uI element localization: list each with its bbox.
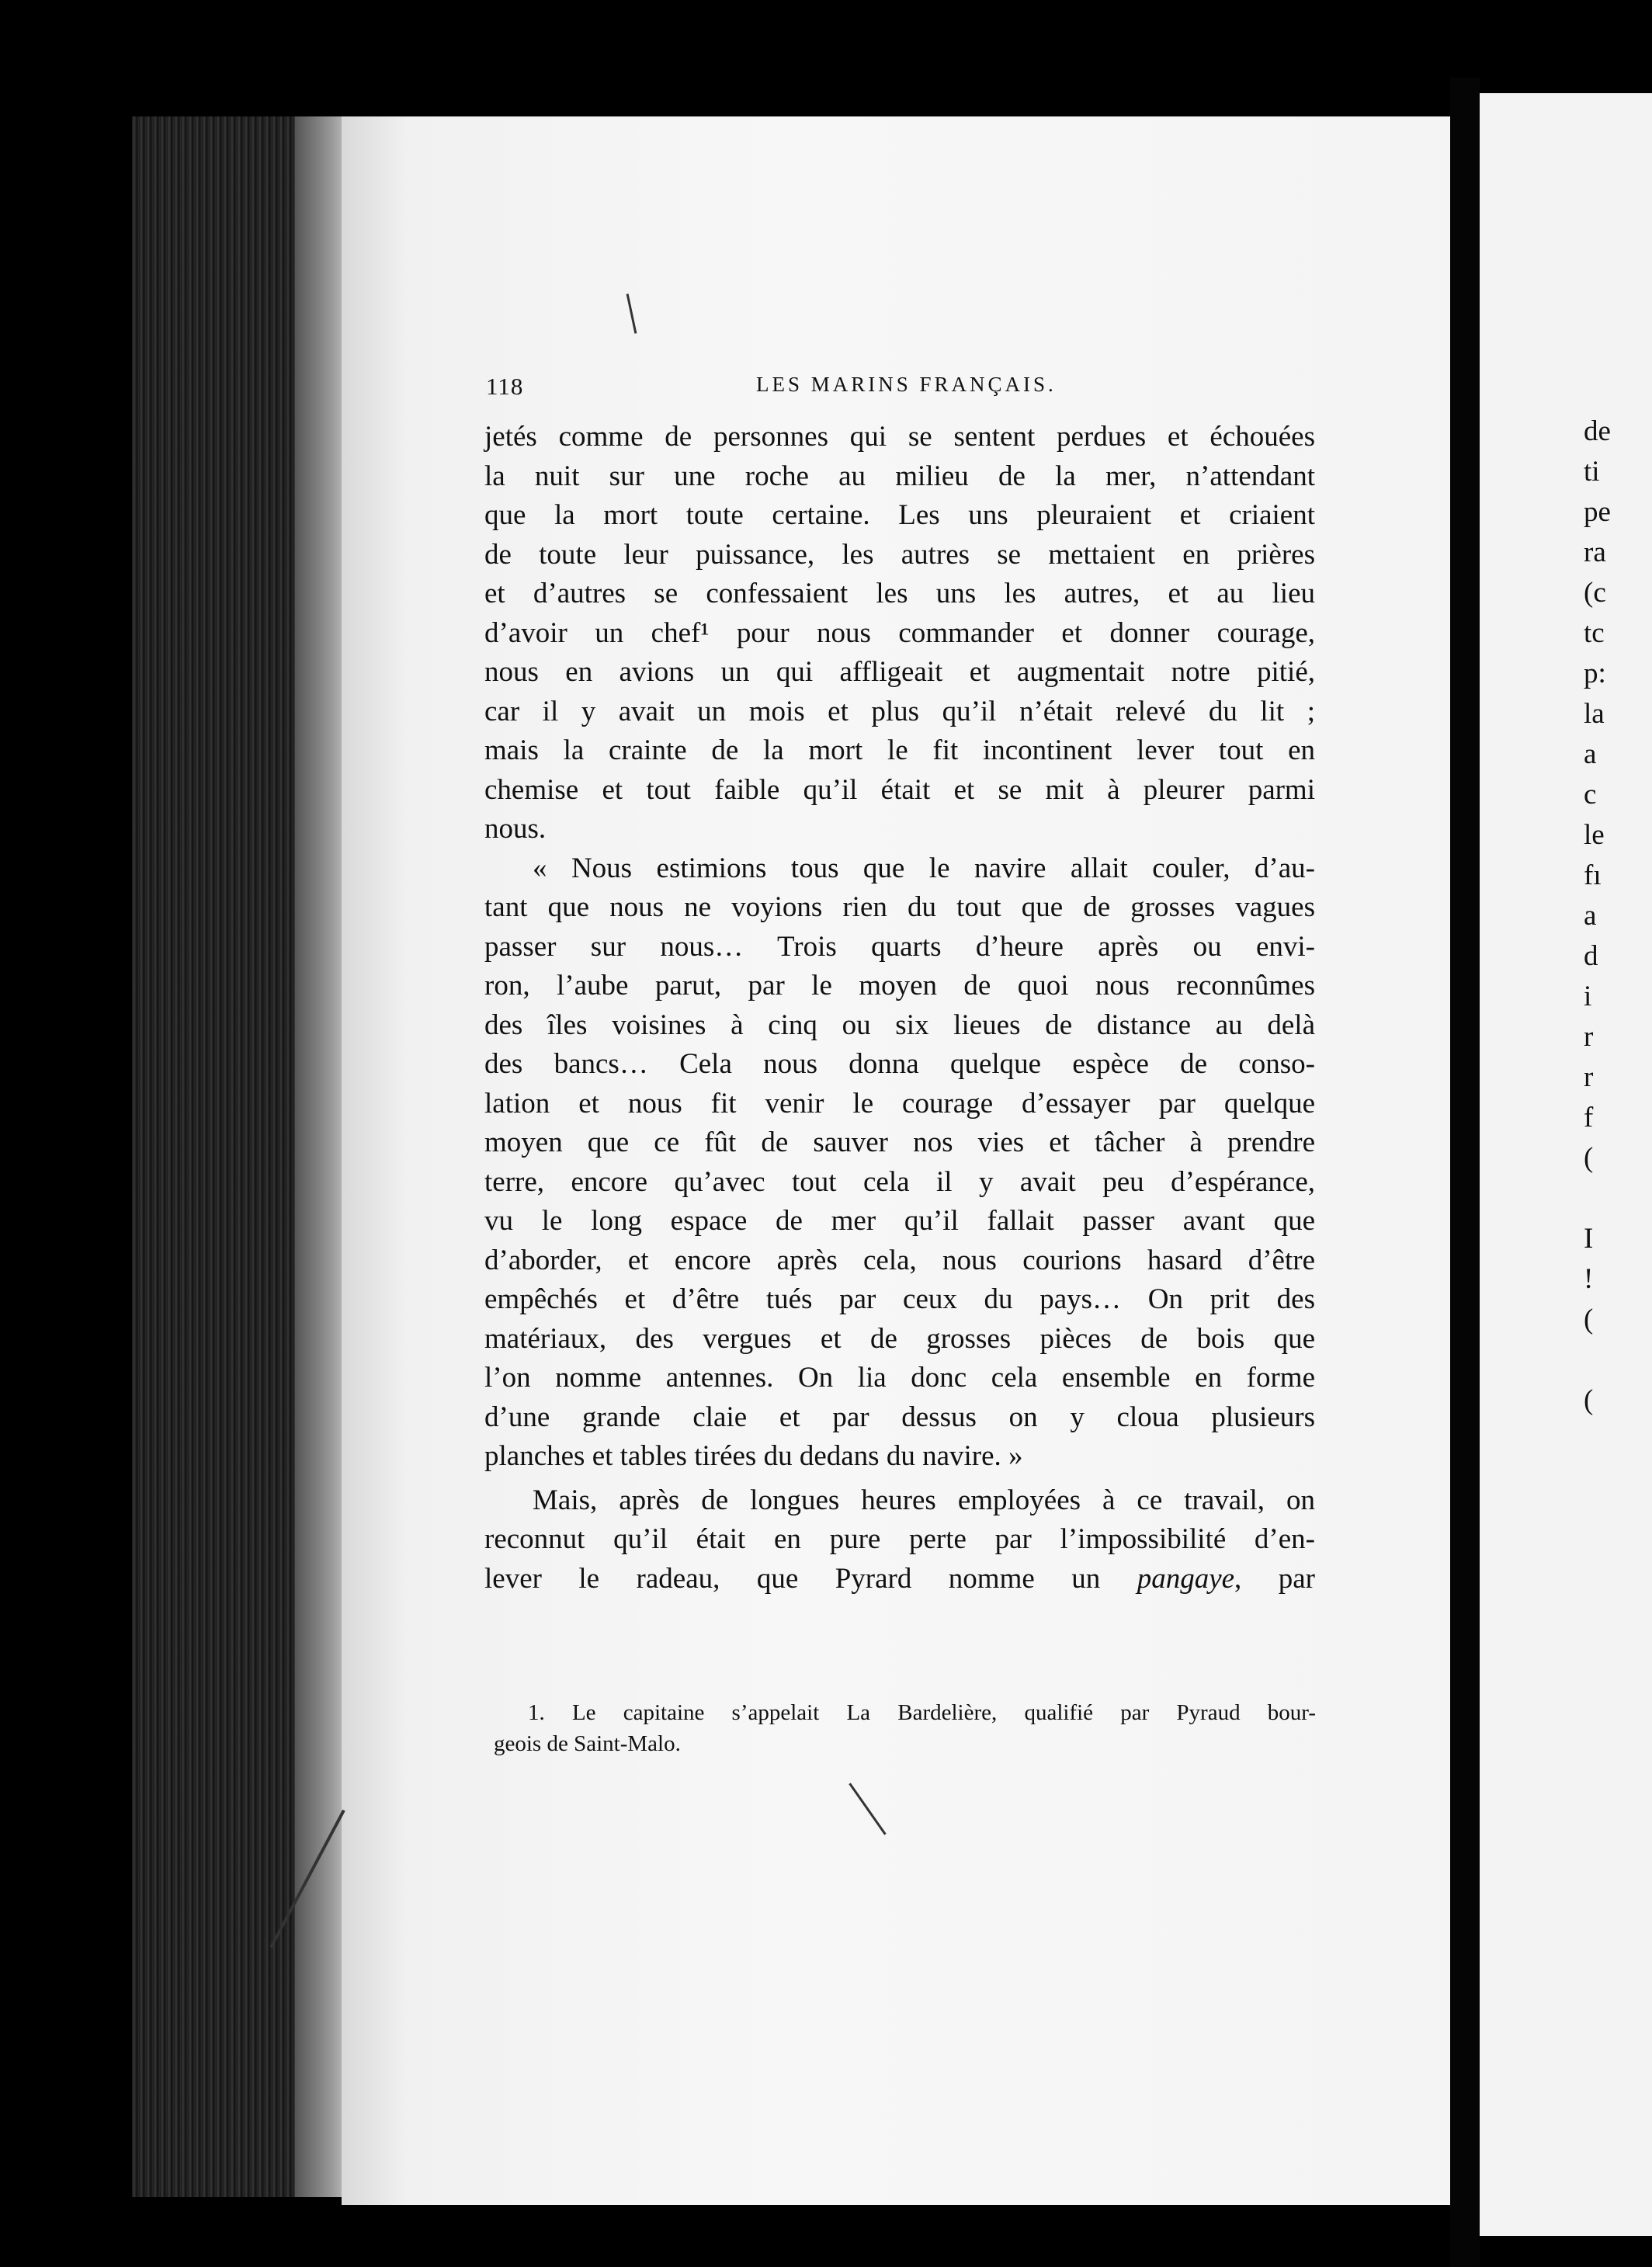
text-line: nous en avions un qui affligeait et augmentait notre pitié, bbox=[484, 656, 1315, 688]
text-line: planches et tables tirées du dedans du navire. » bbox=[484, 1440, 1023, 1472]
text-line: d’aborder, et encore après cela, nous courions hasard d’être bbox=[484, 1244, 1315, 1276]
text-line: nous. bbox=[484, 813, 547, 845]
fragment: tc bbox=[1584, 617, 1605, 649]
book-binding-edge bbox=[132, 116, 311, 2197]
fragment: le bbox=[1584, 819, 1605, 851]
fragment: r bbox=[1584, 1061, 1594, 1093]
fragment: p: bbox=[1584, 658, 1606, 689]
fragment: f bbox=[1584, 1102, 1594, 1134]
text-line: ron, l’aube parut, par le moyen de quoi nous reconnûmes bbox=[484, 970, 1315, 1002]
text-line: des bancs… Cela nous donna quelque espèce de conso- bbox=[484, 1048, 1315, 1080]
fragment: (c bbox=[1584, 577, 1606, 609]
text-line: tant que nous ne voyions rien du tout que de grosses vagues bbox=[484, 891, 1315, 923]
fragment: pe bbox=[1584, 496, 1611, 528]
fragment: I bbox=[1584, 1223, 1594, 1255]
fragment: r bbox=[1584, 1021, 1594, 1053]
fragment: fı bbox=[1584, 859, 1602, 891]
text-line: passer sur nous… Trois quarts d’heure après ou envi- bbox=[484, 930, 1315, 963]
fragment: la bbox=[1584, 698, 1605, 730]
fragment: ( bbox=[1584, 1142, 1594, 1174]
adjacent-page-text bbox=[1584, 411, 1652, 1421]
fragment: ( bbox=[1584, 1304, 1594, 1335]
fragment: ra bbox=[1584, 536, 1606, 568]
text-line: chemise et tout faible qu’il était et se mit à pleurer parmi bbox=[484, 773, 1315, 806]
text-line: moyen que ce fût de sauver nos vies et tâcher à prendre bbox=[484, 1127, 1315, 1158]
fragment: a bbox=[1584, 738, 1597, 770]
fragment bbox=[1584, 1340, 1652, 1380]
fragment: ti bbox=[1584, 456, 1600, 488]
page-number: 118 bbox=[486, 373, 524, 400]
text-line: des îles voisines à cinq ou six lieues de distance au delà bbox=[484, 1009, 1315, 1041]
fragment: de bbox=[1584, 415, 1611, 447]
text-line: empêchés et d’être tués par ceux du pays… On prit des bbox=[484, 1283, 1315, 1315]
text-line: l’on nomme antennes. On lia donc cela ensemble en forme bbox=[484, 1362, 1315, 1394]
text-line: Mais, après de longues heures employées à ce travail, on bbox=[533, 1484, 1315, 1516]
footnote-line: geois de Saint-Malo. bbox=[494, 1731, 681, 1756]
fragment: ( bbox=[1584, 1384, 1594, 1416]
fragment bbox=[1584, 1179, 1652, 1219]
text-line: reconnut qu’il était en pure perte par l’impossibilité d’en- bbox=[484, 1523, 1315, 1555]
body-text bbox=[484, 418, 1315, 1599]
text-line: que la mort toute certaine. Les uns pleuraient et criaient bbox=[484, 499, 1315, 531]
text-line: de toute leur puissance, les autres se mettaient en prières bbox=[484, 538, 1315, 571]
fragment: c bbox=[1584, 779, 1597, 811]
fragment: d bbox=[1584, 940, 1598, 972]
fragment: i bbox=[1584, 981, 1592, 1012]
text-line: terre, encore qu’avec tout cela il y avait peu d’espérance, bbox=[484, 1165, 1315, 1198]
text-line: lation et nous fit venir le courage d’essayer par quelque bbox=[484, 1087, 1315, 1120]
text-line: d’une grande claie et par dessus on y cloua plusieurs bbox=[484, 1401, 1315, 1433]
text-line-final bbox=[484, 1560, 1315, 1599]
running-head bbox=[486, 373, 1340, 404]
text-line: d’avoir un chef¹ pour nous commander et donner courage, bbox=[484, 616, 1315, 649]
final-line-start: lever le radeau, que Pyrard nomme un bbox=[484, 1562, 1101, 1595]
text-line: matériaux, des vergues et de grosses pièces de bois que bbox=[484, 1322, 1315, 1355]
text-line: « Nous estimions tous que le navire allait couler, d’au- bbox=[533, 852, 1315, 884]
text-line: et d’autres se confessaient les uns les autres, et au lieu bbox=[484, 578, 1315, 609]
italic-term: pangaye bbox=[1137, 1562, 1235, 1595]
footnote bbox=[494, 1697, 1316, 1759]
page-separator bbox=[1450, 78, 1480, 2267]
running-title: LES MARINS FRANÇAIS. bbox=[756, 373, 1057, 396]
text-line: mais la crainte de la mort le fit incontinent lever tout en bbox=[484, 734, 1315, 766]
fragment: ! bbox=[1584, 1263, 1594, 1295]
text-line: jetés comme de personnes qui se sentent perdues et échouées bbox=[484, 421, 1315, 453]
footnote-line: 1. Le capitaine s’appelait La Bardelière, qualifié par Pyraud bour- bbox=[528, 1700, 1316, 1725]
text-line: la nuit sur une roche au milieu de la mer, n’attendant bbox=[484, 460, 1315, 492]
text-line: car il y avait un mois et plus qu’il n’était relevé du lit ; bbox=[484, 695, 1315, 727]
final-line-tail: , par bbox=[1234, 1562, 1315, 1595]
fragment: a bbox=[1584, 900, 1597, 932]
text-line: vu le long espace de mer qu’il fallait passer avant que bbox=[484, 1205, 1315, 1237]
